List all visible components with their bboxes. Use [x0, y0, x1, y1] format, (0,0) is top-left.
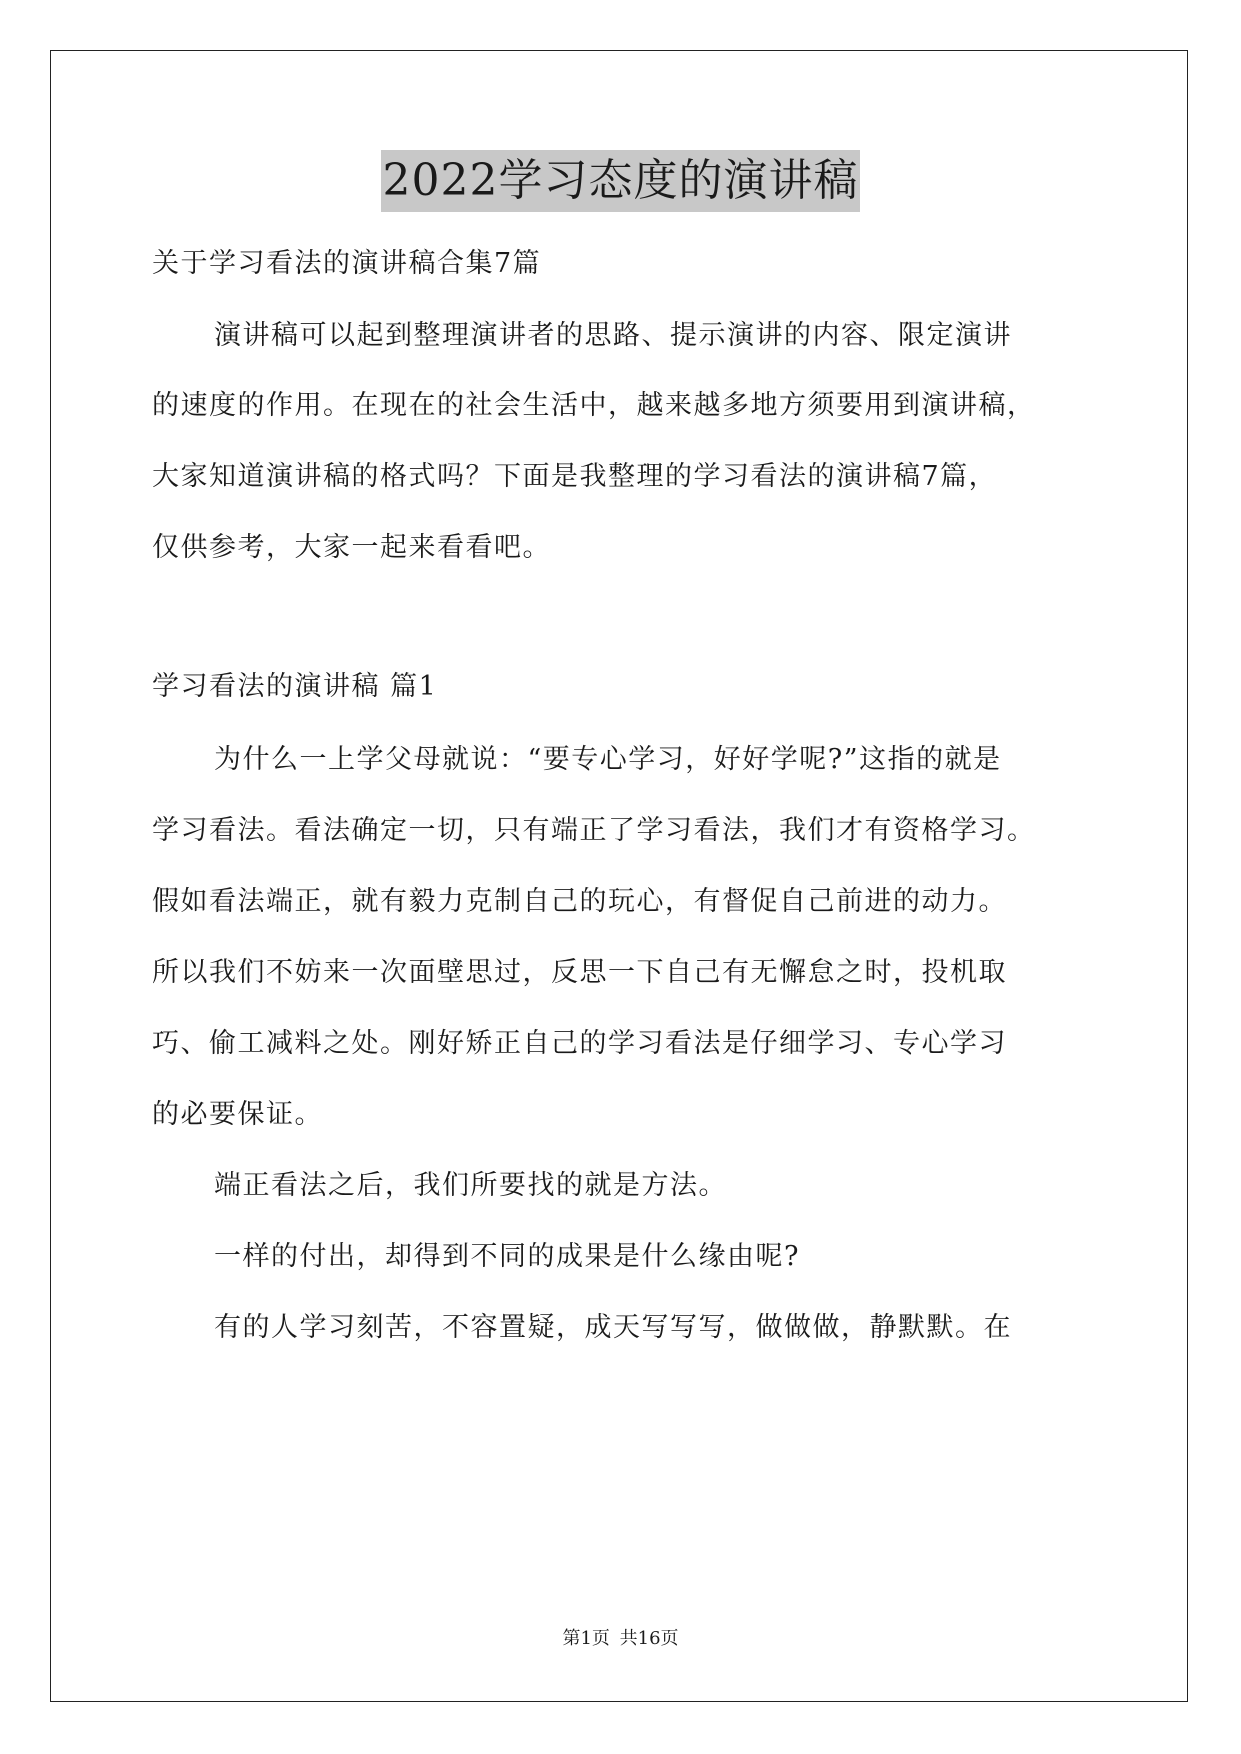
para3-line: 一样的付出，却得到不同的成果是什么缘由呢? [214, 1241, 800, 1272]
section-heading: 学习看法的演讲稿 篇1 [152, 671, 438, 702]
para1-line-2: 学习看法。看法确定一切，只有端正了学习看法，我们才有资格学习。 [152, 815, 1036, 846]
page-border [50, 50, 1188, 1702]
para1-line-3: 假如看法端正，就有毅力克制自己的玩心，有督促自己前进的动力。 [152, 886, 1007, 917]
intro-line-2: 的速度的作用。在现在的社会生活中，越来越多地方须要用到演讲稿， [152, 390, 1036, 421]
document-subtitle: 关于学习看法的演讲稿合集7篇 [152, 248, 542, 279]
para1-line-1: 为什么一上学父母就说：“要专心学习，好好学呢?”这指的就是 [214, 744, 1002, 775]
page-number: 第1页 [562, 1628, 610, 1649]
title-container [0, 150, 1241, 212]
intro-line-4: 仅供参考，大家一起来看看吧。 [152, 532, 551, 563]
page-footer [0, 1626, 1241, 1652]
para4-line: 有的人学习刻苦，不容置疑，成天写写写，做做做，静默默。在 [214, 1312, 1012, 1343]
document-title: 2022学习态度的演讲稿 [381, 150, 861, 212]
para1-line-5: 巧、偷工减料之处。刚好矫正自己的学习看法是仔细学习、专心学习 [152, 1028, 1007, 1059]
para1-line-4: 所以我们不妨来一次面壁思过，反思一下自己有无懈怠之时，投机取 [152, 957, 1007, 988]
page-total: 共16页 [619, 1628, 679, 1649]
para2-line: 端正看法之后，我们所要找的就是方法。 [214, 1170, 727, 1201]
intro-line-3: 大家知道演讲稿的格式吗？下面是我整理的学习看法的演讲稿7篇， [152, 461, 998, 492]
para1-line-6: 的必要保证。 [152, 1099, 323, 1130]
intro-line-1: 演讲稿可以起到整理演讲者的思路、提示演讲的内容、限定演讲 [214, 320, 1012, 351]
